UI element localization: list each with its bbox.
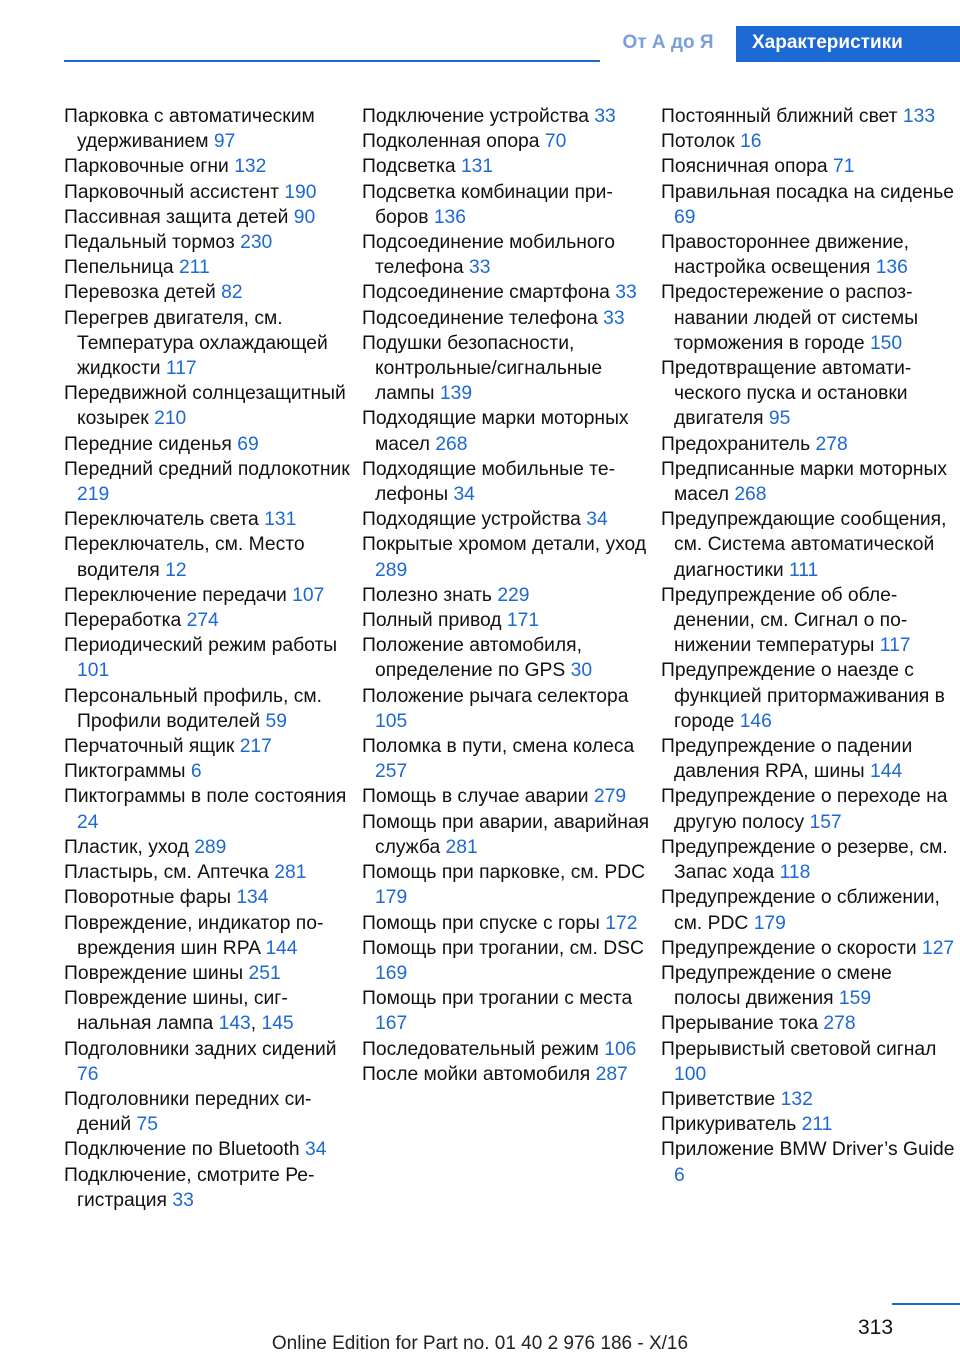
index-entry [64,457,354,507]
index-term: Прерывание тока [661,1013,819,1035]
index-entry [362,129,652,154]
index-entry [362,306,652,331]
index-term: Подколенная опора [362,131,540,153]
index-term: Подсоединение телефона [362,307,598,329]
index-entry [64,911,354,961]
page-link[interactable]: 16 [740,131,762,153]
index-term: Перевозка детей [64,282,216,304]
page-link[interactable]: 97 [213,131,236,153]
page-link[interactable]: 144 [870,761,903,783]
index-entry [362,633,652,683]
page-link[interactable]: 76 [77,1063,99,1085]
index-term: Помощь при трогании с места [362,988,633,1010]
page-link[interactable]: 100 [674,1063,707,1085]
index-entry [362,684,652,734]
index-term: Поломка в пути, смена колеса [362,736,635,758]
index-term: Подсветка [362,156,456,178]
index-term: Положение рычага селектора [362,685,629,707]
index-entry [661,1112,957,1137]
index-entry [64,1037,354,1087]
page-link[interactable]: 111 [788,559,819,581]
index-entry [661,734,957,784]
index-entry [64,180,354,205]
index-term: Последовательный режим [362,1038,599,1060]
index-term: Предупреждение о сближении, см. PDC [661,887,940,934]
index-entry [64,608,354,633]
index-term: Предупреждающие сообщения, см. Система автоматической диагностики [661,509,947,581]
page-link[interactable]: 211 [178,257,210,279]
index-entry [362,1062,652,1087]
index-column-2 [362,104,652,1087]
page-link[interactable]: 167 [375,1013,408,1035]
page-link[interactable]: 268 [435,433,468,455]
page-link[interactable]: 230 [240,232,273,254]
page-link[interactable]: 289 [194,836,227,858]
page-link[interactable]: 33 [603,307,625,329]
index-term: Прерывистый световой сигнал [661,1038,937,1060]
index-term: Постоянный ближний свет [661,106,898,127]
index-term: Подключение, смотрите Регистрация [64,1164,315,1211]
page-link[interactable]: 150 [869,332,903,354]
index-entry [64,583,354,608]
page-link[interactable]: 143 [218,1013,251,1035]
page-link[interactable]: 133 [902,106,936,127]
index-term: Предупреждение о наезде с функцией притормаживания в городе [661,660,945,732]
page-link[interactable]: 217 [239,736,272,758]
page-link[interactable]: 82 [221,282,243,304]
index-term: Предотвращение автоматического пуска и остановки двигателя [661,358,912,430]
page-link[interactable]: 278 [823,1013,856,1035]
index-term: Прикуриватель [661,1114,797,1136]
page-link[interactable]: 71 [833,156,855,178]
header-section-label: От А до Я [600,26,736,62]
page-link[interactable]: 117 [165,358,197,380]
page-link[interactable]: 289 [375,559,408,581]
page-link[interactable]: 279 [593,786,627,808]
index-term: Подголовники передних сидений [64,1088,312,1136]
index-entry [64,885,354,910]
index-entry [64,1163,354,1213]
index-entry [661,180,957,230]
index-term: Помощь при парковке, см. PDC [362,862,646,884]
page-link[interactable]: 75 [136,1114,158,1136]
index-term: Повреждение шины, сигнальная лампа [64,988,288,1035]
page-link[interactable]: 34 [453,484,475,506]
index-term: Подходящие марки моторных масел [362,408,629,455]
index-term: Переключатель света [64,509,259,531]
index-term: Передние сиденья [64,433,232,455]
index-term: Пепельница [64,257,174,279]
index-term: Парковка с автоматическим удерживанием [64,106,315,153]
index-term: Повреждение шины [64,962,244,984]
index-entry: Повреждение шины, сигнальная лампа 143, 145 [64,988,294,1035]
index-term: Педальный тормоз [64,232,235,254]
index-term: Подсоединение мобильного телефона [362,232,615,279]
page-link[interactable]: 12 [165,559,187,581]
index-entry [362,810,652,860]
index-term: Полный привод [362,610,502,632]
index-entry [661,835,957,885]
page-link[interactable]: 281 [274,862,307,884]
index-entry [64,306,354,382]
index-term: Подголовники задних сидений [64,1038,337,1060]
index-entry [362,911,652,936]
index-entry [64,759,354,784]
index-entry [661,104,957,129]
page-link[interactable]: 146 [739,710,772,732]
index-entry [661,280,957,356]
index-entry [661,885,957,935]
index-term: Предписанные марки моторных масел [661,458,947,506]
index-entry [64,532,354,582]
index-term: Приложение BMW Driver’s Guide [661,1139,955,1161]
index-entry [661,356,957,432]
index-entry [661,457,957,507]
page-link[interactable]: 190 [284,181,317,203]
index-term: Приветствие [661,1088,776,1110]
index-entry [661,1037,957,1087]
index-column-1 [64,104,354,1213]
index-term: Поясничная опора [661,156,828,178]
page-link[interactable]: 210 [154,408,187,430]
header-chapter-label: Характеристики [736,26,960,62]
index-term: Пластырь, см. Аптечка [64,862,269,884]
index-term: Парковочный ассистент [64,181,279,203]
page-link[interactable]: 69 [237,433,259,455]
page-link[interactable]: 90 [293,206,316,228]
index-term: Периодический режим работы [64,635,338,657]
page-link[interactable]: 219 [77,484,110,506]
page-link[interactable]: 179 [375,887,408,909]
index-entry [362,986,652,1036]
page-link[interactable]: 6 [674,1164,685,1186]
page-number: 313 [858,1316,894,1339]
index-entry [64,381,354,431]
page-link[interactable]: 211 [801,1114,833,1136]
index-term: Поворотные фары [64,887,231,909]
page-link[interactable]: 136 [433,206,466,228]
index-entry [64,280,354,305]
index-term: Повреждение, индикатор повреждения шин RPA [64,912,324,959]
index-term: Предупреждение об обледенении, см. Сигнал о понижении температуры [661,584,908,657]
index-entry [661,432,957,457]
index-entry [661,784,957,834]
index-entry [64,230,354,255]
index-entry [64,507,354,532]
index-entry [362,104,652,129]
index-term: После мойки автомобиля [362,1063,591,1085]
index-entry [661,507,957,583]
index-entry [661,230,957,280]
index-term: Потолок [661,131,735,153]
edition-footer: Online Edition for Part no. 01 40 2 976 186 - X/16 [271,1333,689,1354]
index-entry [661,583,957,659]
page-link[interactable]: 33 [615,282,637,304]
index-entry [362,936,652,986]
page-link[interactable]: 287 [595,1063,628,1085]
index-term: Подходящие устройства [362,509,581,531]
index-entry [64,1137,354,1162]
index-entry [362,406,652,456]
index-term: Пластик, уход [64,836,189,858]
index-term: Перегрев двигателя, см. Температура охлаждающей жидкости [64,307,328,380]
page-link[interactable]: 118 [779,862,811,884]
index-entry [362,280,652,305]
page-link[interactable]: 159 [838,988,872,1010]
index-entry [661,1087,957,1112]
page-link[interactable]: 278 [815,433,848,455]
index-term: Предупреждение о резерве, см. Запас хода [661,836,948,884]
index-entry [661,936,957,961]
page-link[interactable]: 33 [172,1189,194,1211]
index-entry [64,633,354,683]
index-entry [661,1137,957,1187]
page-link[interactable]: 281 [445,836,478,858]
index-entry [362,532,652,582]
page-link[interactable]: 132 [780,1088,813,1110]
page-link[interactable]: 95 [768,408,791,430]
page-link[interactable]: 251 [248,962,281,984]
page-link[interactable]: 257 [375,761,408,783]
index-term: Пассивная защита детей [64,206,289,228]
page-link[interactable]: 144 [265,937,298,959]
index-entry [64,734,354,759]
index-term: Пиктограммы в поле состояния [64,786,347,808]
index-entry [362,734,652,784]
index-term: Подходящие мобильные телефоны [362,458,615,506]
index-term: Предостережение о распознавании людей от системы торможения в городе [661,282,919,354]
page-link[interactable]: 106 [604,1038,637,1060]
index-term: Положение автомобиля, определение по GPS [362,635,582,682]
index-term: Предупреждение о скорости [661,937,917,959]
index-term: Передний средний подлокотник [64,458,350,480]
page-link[interactable]: 136 [875,257,908,279]
page-link[interactable]: 30 [570,660,593,682]
page-link[interactable]: 59 [265,710,287,732]
index-entry [64,432,354,457]
index-term: Персональный профиль, см. Профили водителей [64,685,322,732]
page-link[interactable]: 145 [261,1013,294,1035]
index-entry [64,835,354,860]
index-term: Покрытые хромом детали, уход [362,534,647,556]
page-link[interactable]: 229 [497,584,530,606]
page-link[interactable]: 131 [264,509,297,531]
index-term: Подсветка комбинации приборов [362,181,613,228]
page-link[interactable]: 134 [236,887,269,909]
index-term: Правильная посадка на сиденье [661,181,955,203]
index-entry [362,180,652,230]
index-entry [362,507,652,532]
page-link[interactable]: 34 [586,509,608,531]
index-term: Пиктограммы [64,761,186,783]
page-link[interactable]: 105 [375,710,408,732]
page-link[interactable]: 172 [605,912,638,934]
index-entry [362,608,652,633]
index-term: Полезно знать [362,584,492,606]
page-link[interactable]: 117 [879,635,911,657]
page-link[interactable]: 34 [304,1139,327,1161]
page-link[interactable]: 33 [594,106,616,127]
page-link[interactable]: 70 [544,131,567,153]
page-link[interactable]: 127 [921,937,955,959]
index-term: Помощь в случае аварии [362,786,589,808]
index-entry [64,784,354,834]
index-entry [362,583,652,608]
page-link[interactable]: 69 [674,206,696,228]
index-entry [64,961,354,986]
index-term: Помощь при аварии, аварийная служба [362,811,650,858]
page-link[interactable]: 33 [469,257,491,279]
index-term: Подсоединение смартфона [362,282,610,304]
page-link[interactable]: 268 [734,484,767,506]
index-term: Помощь при спуске с горы [362,912,600,934]
index-entry [362,457,652,507]
footer-rule [892,1303,960,1305]
page-link[interactable]: 274 [186,610,219,632]
index-term: Переработка [64,610,182,632]
index-term: Правостороннее движение, настройка освещения [661,232,909,279]
page-link[interactable]: 107 [292,584,325,606]
index-entry [64,684,354,734]
page-link[interactable]: 139 [439,383,473,405]
page-link[interactable]: 132 [234,156,267,178]
index-term: Предохранитель [661,433,811,455]
index-entry [362,860,652,910]
index-entry [64,255,354,280]
index-entry [64,104,354,154]
index-entry [661,1011,957,1036]
index-entry [362,331,652,407]
index-entry [64,205,354,230]
index-entry [661,154,957,179]
index-term: Передвижной солнцезащитный козырек [64,383,346,430]
page-link[interactable]: 157 [809,811,842,833]
index-term: Парковочные огни [64,156,229,178]
index-entry [661,658,957,734]
index-term: Подключение устройства [362,106,589,127]
index-entry [661,129,957,154]
index-entry [362,784,652,809]
index-entry [362,154,652,179]
page-link[interactable]: 6 [190,761,202,783]
index-term: Подключение по Bluetooth [64,1139,300,1161]
page-link[interactable]: 24 [77,811,99,833]
page-link[interactable]: 169 [375,962,408,984]
index-entry [362,230,652,280]
index-term: Подушки безопасности, контрольные/сигнальные лампы [362,332,603,405]
page-link[interactable]: 131 [460,156,494,178]
index-entry [64,1087,354,1137]
page-link[interactable]: 101 [77,660,110,682]
index-entry [64,154,354,179]
index-entry [64,860,354,885]
index-term: Предупреждение о падении давления RPA, шины [661,736,913,783]
index-term: Помощь при трогании, см. DSC [362,937,644,959]
index-term: Переключатель, см. Место водителя [64,534,305,581]
page-link[interactable]: 179 [753,912,786,934]
index-term: Предупреждение о смене полосы движения [661,962,892,1010]
page-link[interactable]: 171 [506,610,540,632]
index-term: Переключение передачи [64,584,287,606]
index-term: Перчаточный ящик [64,736,235,758]
index-column-3 [661,104,957,1188]
index-entry [362,1037,652,1062]
index-term: Предупреждение о переходе на другую полосу [661,786,948,833]
index-entry [661,961,957,1011]
